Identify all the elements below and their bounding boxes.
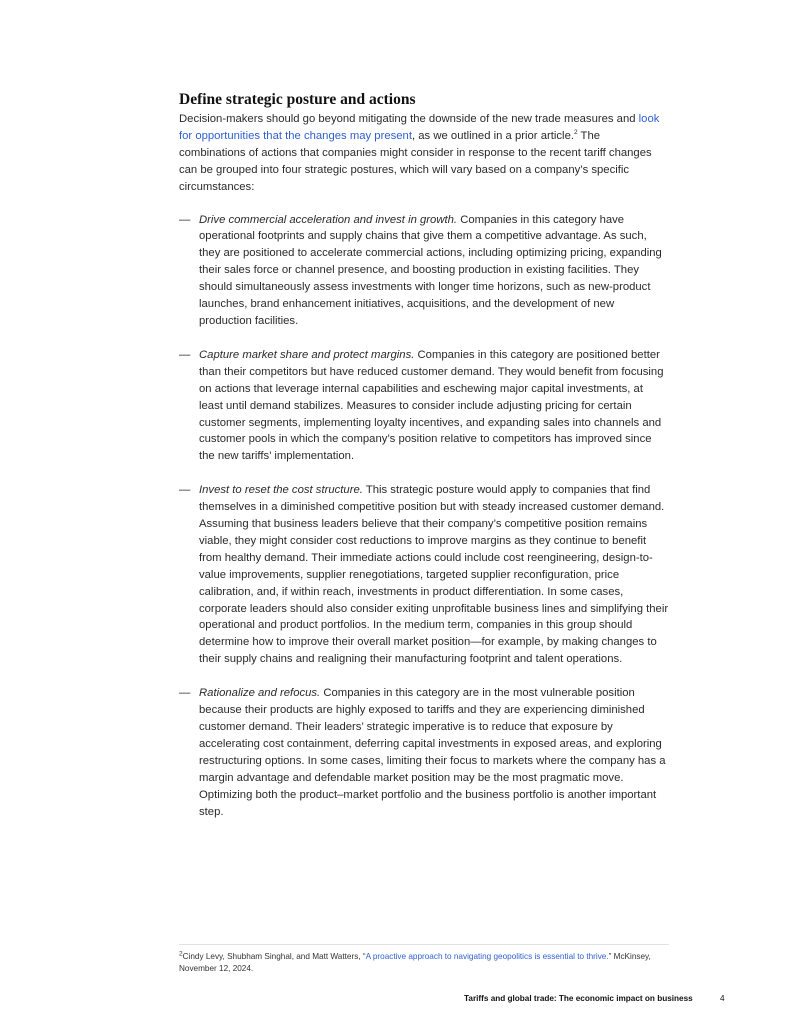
- section-heading: Define strategic posture and actions: [179, 91, 416, 108]
- intro-paragraph: [179, 111, 669, 196]
- posture-text: Companies in this category are positioned better than their competitors but have reduced customer demand. They would benefit from focusing on actions that leverage internal capabilities and eschewing major capital investments, at least until demand stabilizes. Measures to consider include adjusting pricing for certain customer segments, implementing loyalty incentives, and expanding sales into channels and customer pools in which the company’s position relative to competitors has improved since the new tariffs’ implementation.: [199, 348, 664, 463]
- list-item: [179, 482, 669, 668]
- footer-title: Tariffs and global trade: The economic impact on business: [464, 994, 693, 1003]
- intro-text-after: The combinations of actions that companies might consider in response to the recent tariff changes can be grouped into four strategic postures, which will vary based on a company’s specific circumstances:: [179, 129, 652, 193]
- bullet-dash: —: [179, 484, 191, 497]
- posture-text: Companies in this category have operational footprints and supply chains that give them a competitive advantage. As such, they are positioned to accelerate commercial actions, including optimizing pricing, expanding their sales force or channel presence, and boosting production in existing facilities. They should simultaneously assess investments with longer time horizons, such as new-product launches, brand enhancement initiatives, acquisitions, and the development of new production facilities.: [199, 213, 662, 327]
- article-body: [179, 90, 669, 837]
- bullet-dash: —: [179, 213, 191, 226]
- bullet-dash: —: [179, 348, 191, 361]
- footnote-number: 2: [179, 950, 183, 958]
- footnote-source: ” McKinsey, November 12, 2024.: [179, 952, 651, 973]
- list-item: [179, 212, 669, 330]
- posture-text: Companies in this category are in the most vulnerable position because their products are highly exposed to tariffs and they are experiencing diminished customer demand. Their leaders’ strategic imperative is to reduce that exposure by accelerating cost containment, deferring capital investments in exposed areas, and exploring restructuring options. In some cases, limiting their focus to markets where the company has a margin advantage and defendable market position may be the most pragmatic move. Optimizing both the product–market portfolio and the business portfolio is another important step.: [199, 687, 666, 818]
- strategic-postures-list: [179, 212, 669, 821]
- posture-title: Invest to reset the cost structure.: [199, 484, 363, 497]
- bullet-dash: —: [179, 687, 191, 700]
- footnote: [179, 951, 674, 975]
- footnote-divider: [179, 944, 669, 945]
- posture-title: Capture market share and protect margins.: [199, 348, 415, 361]
- posture-title: Drive commercial acceleration and invest in growth.: [199, 213, 458, 226]
- intro-text-before: Decision-makers should go beyond mitigating the downside of the new trade measures and: [179, 113, 639, 125]
- list-item: [179, 685, 669, 820]
- footnote-article-link[interactable]: A proactive approach to navigating geopolitics is essential to thrive.: [365, 952, 609, 961]
- posture-text: This strategic posture would apply to companies that find themselves in a diminished competitive position but with steady increased customer demand. Assuming that business leaders believe that their company’s competitive position remains viable, they might consider cost reductions to improve margins as they continue to benefit from healthy demand. Their immediate actions could include cost reengineering, design-to-value improvements, supplier renegotiations, targeted supplier reconfiguration, price calibration, and, if within reach, investments in product differentiation. In some cases, corporate leaders should also consider exiting unprofitable business lines and simplifying their operational and product portfolios. In the medium term, companies in this group should determine how to improve their overall market position—for example, by making changes to their supply chains and realigning their manufacturing footprint and talent operations.: [199, 484, 669, 666]
- posture-title: Rationalize and refocus.: [199, 687, 321, 700]
- list-item: [179, 347, 669, 465]
- footnote-marker: 2: [574, 129, 578, 137]
- intro-text-middle: , as we outlined in a prior article.: [411, 129, 574, 142]
- footnote-authors: Cindy Levy, Shubham Singhal, and Matt Watters, “: [182, 952, 366, 961]
- page-number: 4: [720, 994, 725, 1003]
- opportunities-link[interactable]: look for opportunities that the changes may present: [179, 113, 660, 142]
